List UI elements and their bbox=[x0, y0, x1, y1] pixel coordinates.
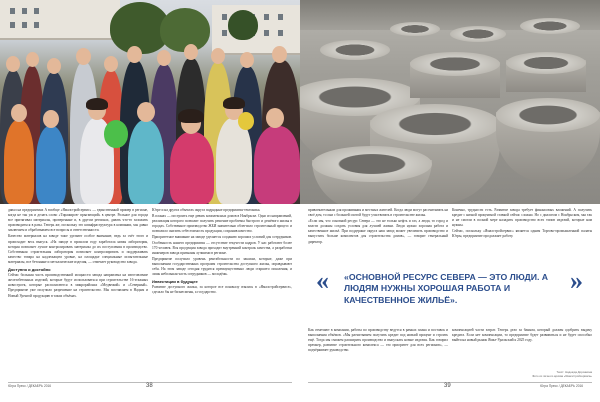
footer-issue-right: Югра Пресс / ДЕКАБРЬ 2016 bbox=[540, 384, 584, 388]
concrete-ring bbox=[320, 40, 390, 60]
paragraph: Развитие доступного жилья, за которое все поначалу взялись в «Ямалстройсервисе», сделало бы не бизнесмены, а государство. bbox=[152, 285, 292, 295]
paragraph: Сейчас большая часть производственной мощности завода направлена на изготовление железобетонных изделий, которые будут использоваться при строительстве 16-этажных новостроек, которые располагаются в микрорайонах «Медвежий» и «Северный». Предприятие уже получило разрешение на строительство. Мы поставляем в Надым и Новый Уренгой продукцию в таких объёмах. bbox=[8, 273, 148, 298]
close-quote-mark: » bbox=[570, 266, 583, 295]
concrete-ring bbox=[520, 18, 580, 34]
article-column-2 bbox=[152, 208, 292, 297]
footer-issue-left: Югра Пресс / ДЕКАБРЬ 2016 bbox=[8, 384, 52, 388]
concrete-ring bbox=[506, 52, 586, 74]
paragraph: В планах — построить еще девять комплексных домов в Ноябрьске. Одно из направлений, реализация которого позволит получить решение проблемы быстрого и дешёвого жилья в городах. Собственное производство ЖБИ значительно облегчило строительный процесс и позволило снизить себестоимость продукции, сохранив качество. bbox=[152, 214, 292, 234]
open-quote-mark: « bbox=[316, 266, 329, 295]
paragraph: привлекательным для проживания и местных жителей. Когда люди могут рассчитывать на своё дом, то они с большей охотой будут участвовать в строительстве жилья. bbox=[308, 208, 448, 218]
paragraph: Сейчас, поскольку «Ямалстройсервис» является одним Торгово-промышленной палаты Югры, предприятие продолжает работу. bbox=[452, 229, 592, 239]
page-number-left: 38 bbox=[146, 383, 153, 389]
section-heading: Доступно и достойно bbox=[8, 267, 51, 273]
concrete-ring bbox=[390, 22, 440, 36]
article-column-4 bbox=[452, 208, 592, 266]
paragraph: Предприятие получило уровень рентабельности по заказам, которые, даже при выполнении государственных программ строительства доступного жилья, оправдывают себя. На этом заводе сегодня трудятся преимущественно люди старшего поколения, и лишь небольшая часть сотрудников — молодёжь. bbox=[152, 256, 292, 277]
paragraph: Югре и на других объектах округа подрядные предприятия-тектоника. bbox=[152, 208, 261, 212]
paragraph: Как отмечают в компании, работы по производству ведутся в рамках плана и поставок и выполнения объёмов. «Мы расчитываем получить кредит под низкий процент и строить ещё. Тогда мы сможем расширить производство и выпускать новые изделия. Как говорил премьер, развитие строительного комплекса — это приоритет для всех регионов», — подчёркивает руководство. bbox=[308, 328, 448, 353]
concrete-ring bbox=[370, 104, 500, 144]
paragraph: Приоритетное внимание на заводе уделяется созданию хороших условий для сотрудников. Особенность нашего предприятия — отсутствие текучести кадров. У нас работают более 170 человек. Вся продукция завода проходит внутренний контроль качества, а разработки инженеров завода признаны лучшими в регионе. bbox=[152, 235, 292, 255]
crowd-photo bbox=[0, 0, 300, 204]
balloon bbox=[238, 112, 254, 130]
tree bbox=[160, 8, 210, 52]
building bbox=[0, 0, 120, 40]
pull-quote bbox=[314, 268, 592, 324]
pull-quote-text: «ОСНОВНОЙ РЕСУРС СЕВЕРА — ЭТО ЛЮДИ. А ЛЮДЯМ НУЖНЫ ХОРОШАЯ РАБОТА И КАЧЕСТВЕННОЕ ЖИЛЬЁ». bbox=[344, 272, 549, 305]
section-heading: Инвестиции в будущее bbox=[152, 279, 198, 285]
page-number-right: 39 bbox=[444, 383, 451, 389]
concrete-ring bbox=[496, 98, 600, 132]
tree bbox=[228, 10, 258, 40]
concrete-ring bbox=[410, 52, 500, 76]
photo-credit: Текст: Надежда Дорожкина Фото из личного архива «Ямалстройсервиса» bbox=[532, 370, 592, 378]
concrete-ring bbox=[450, 26, 506, 42]
article-column-4-lower bbox=[452, 328, 592, 368]
article-column-3 bbox=[308, 208, 448, 266]
paragraph: компенсацией части затрат. Теперь дело за банком, который должен одобрить выдачу кредита. Если нет компенсации, то предприятие будет развиваться и не будет способно выйти на новый рынок Ямал-Уральский к 2025 году. bbox=[452, 328, 592, 343]
balloon bbox=[104, 120, 128, 148]
paragraph: «Если мы, что основной ресурс Севера — это не только нефть и газ, а люди, то город и власти должны создать условия для лучшей жизни. Люди нужно хорошая работа и качественное жильё. При поддержке округа наш завод может увеличить производство и выпустить больше комплектов для строительства домов», — говорит генеральный директор. bbox=[308, 219, 448, 244]
paragraph: Конечно, трудности есть. Развитие завода требует финансовых вложений. А получить кредит с низкой процентной ставкой сейчас сложно. Но с диалогом с Ноябрьском, мы так и не смогли в полной мере наладить производство всех типов изделий, которые нам нужны. bbox=[452, 208, 592, 228]
concrete-ring bbox=[312, 146, 432, 182]
paragraph: давал на предприятиях А вообще «Ямалстройсервис» — единственный пример в регионе, когда не так уж и делать слово «Тиражиров- прыгающий» в центре. Рольное для города все притягивал материалы, проверенные и, в другом регионах, давать что-то заложить производиться в разы. Теперь же, поскольку это коинфраструктура в компании, мы давно заключаем и обрабатываем все вопросы и ответственности. bbox=[8, 208, 148, 233]
article-column-3-lower bbox=[308, 328, 448, 380]
concrete-rings-photo bbox=[300, 0, 600, 204]
paragraph: Качество материалов на заводе тоже уделяют особое внимание, ведь за счёт этого и происходит весь выпуск. «На заводе в прошлом году заработала новая лаборатория, которая позволяет лучше контролировать материалы до их поступления в производство. Собственная строительная лаборатория позволяет контролировать и поддерживать качество товара на надлежащем уровне, на площадке специальные испытательные материалы, все бетонные и металлические изделия, — отмечает руководство завода. bbox=[8, 234, 148, 264]
article-column-1 bbox=[8, 208, 148, 300]
